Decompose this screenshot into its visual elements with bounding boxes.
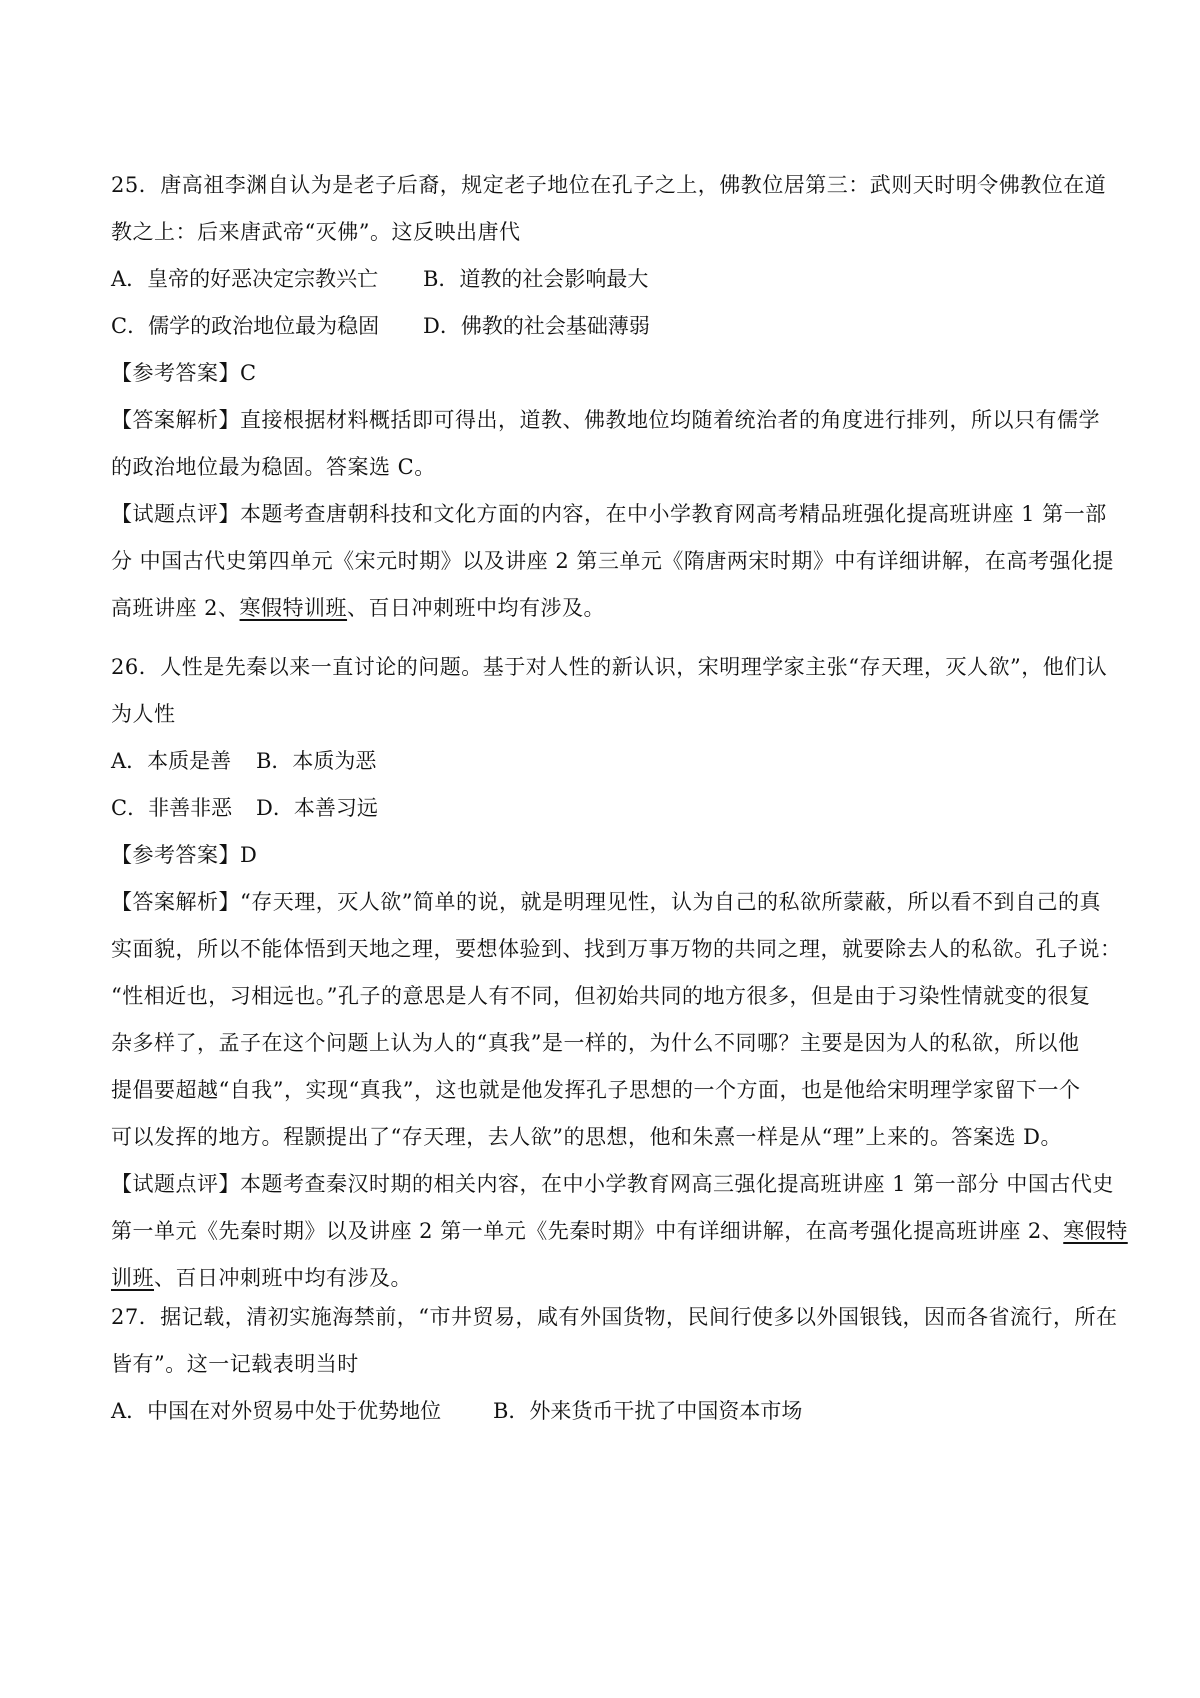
question-stem: 教之上：后来唐武帝“灭佛”。这反映出唐代 — [111, 220, 521, 244]
question-25 — [111, 162, 1114, 632]
review-text: 、百日冲刺班中均有涉及。 — [154, 1266, 412, 1290]
winter-course-link[interactable]: 寒假特 — [1063, 1219, 1128, 1243]
reference-answer: 【参考答案】D — [111, 843, 258, 867]
option-b: B．道教的社会影响最大 — [423, 267, 649, 291]
options-row — [111, 256, 1101, 303]
answer-analysis: 提倡要超越“自我”，实现“真我”，这也就是他发挥孔子思想的一个方面，也是他给宋明理学家留下一个 — [111, 1078, 1081, 1102]
question-stem: 25．唐高祖李渊自认为是老子后裔，规定老子地位在孔子之上，佛教位居第三：武则天时明令佛教位在道 — [111, 173, 1107, 197]
option-d: D．本善习远 — [256, 796, 378, 820]
option-a: A．本质是善 — [111, 749, 232, 773]
question-review: 分 中国古代史第四单元《宋元时期》以及讲座 2 第三单元《隋唐两宋时期》中有详细讲解，在高考强化提 — [111, 549, 1114, 573]
question-review: 【试题点评】本题考查唐朝科技和文化方面的内容，在中小学教育网高考精品班强化提高班讲座 1 第一部 — [111, 502, 1107, 526]
question-27 — [111, 1294, 1118, 1435]
answer-analysis: 实面貌，所以不能体悟到天地之理，要想体验到、找到万事万物的共同之理，就要除去人的私欲。孔子说： — [111, 937, 1122, 961]
option-d: D．佛教的社会基础薄弱 — [423, 314, 650, 338]
options-row — [111, 738, 1101, 785]
options-row — [111, 1388, 1101, 1435]
answer-analysis: “性相近也，习相远也。”孔子的意思是人有不同，但初始共同的地方很多，但是由于习染性情就变的很复 — [111, 984, 1091, 1008]
answer-analysis: 【答案解析】直接根据材料概括即可得出，道教、佛教地位均随着统治者的角度进行排列，所以只有儒学 — [111, 408, 1100, 432]
review-text: 、百日冲刺班中均有涉及。 — [347, 596, 606, 620]
question-26 — [111, 644, 1128, 1302]
answer-analysis: 可以发挥的地方。程颢提出了“存天理，去人欲”的思想，他和朱熹一样是从“理”上来的。答案选 D。 — [111, 1125, 1062, 1149]
reference-answer: 【参考答案】C — [111, 361, 257, 385]
answer-analysis: 【答案解析】“存天理，灭人欲”简单的说，就是明理见性，认为自己的私欲所蒙蔽，所以看不到自己的真 — [111, 890, 1101, 914]
option-a: A．皇帝的好恶决定宗教兴亡 — [111, 267, 379, 291]
option-b: B．本质为恶 — [256, 749, 377, 773]
question-review — [111, 585, 1101, 632]
question-review: 【试题点评】本题考查秦汉时期的相关内容，在中小学教育网高三强化提高班讲座 1 第一部分 中国古代史 — [111, 1172, 1114, 1196]
winter-course-link[interactable]: 训班 — [111, 1266, 154, 1290]
option-b: B．外来货币干扰了中国资本市场 — [493, 1399, 803, 1423]
answer-analysis: 杂多样了，孟子在这个问题上认为人的“真我”是一样的，为什么不同哪？主要是因为人的私欲，所以他 — [111, 1031, 1080, 1055]
option-a: A．中国在对外贸易中处于优势地位 — [111, 1399, 442, 1423]
answer-analysis: 的政治地位最为稳固。答案选 C。 — [111, 455, 436, 479]
question-stem: 皆有”。这一记载表明当时 — [111, 1352, 359, 1376]
question-review — [111, 1208, 1128, 1255]
question-stem: 26．人性是先秦以来一直讨论的问题。基于对人性的新认识，宋明理学家主张“存天理，灭人欲”，他们认 — [111, 655, 1108, 679]
review-text: 高班讲座 2、 — [111, 596, 240, 620]
question-stem: 为人性 — [111, 702, 176, 726]
winter-course-link[interactable]: 寒假特训班 — [239, 596, 348, 620]
option-c: C．儒学的政治地位最为稳固 — [111, 314, 380, 338]
options-row — [111, 303, 1101, 350]
review-text: 第一单元《先秦时期》以及讲座 2 第一单元《先秦时期》中有详细讲解，在高考强化提高班讲座 2、 — [111, 1219, 1064, 1243]
question-stem: 27．据记载，清初实施海禁前，“市井贸易，咸有外国货物，民间行使多以外国银钱，因而各省流行，所在 — [111, 1305, 1118, 1329]
options-row — [111, 785, 1101, 832]
option-c: C．非善非恶 — [111, 796, 233, 820]
